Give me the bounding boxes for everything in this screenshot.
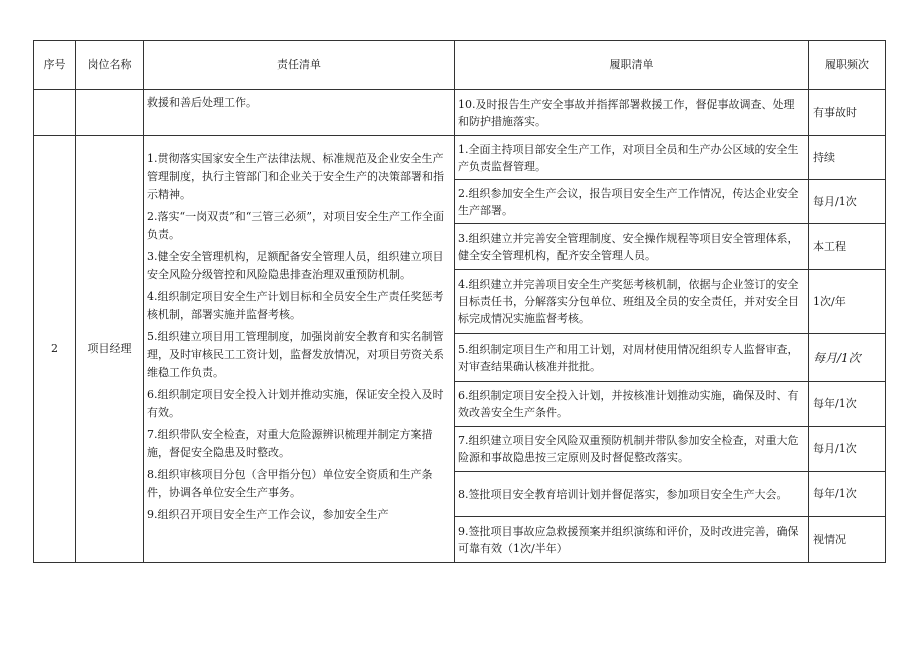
header-duty: 责任清单 [144, 41, 455, 90]
perform-item: 6.组织制定项目安全投入计划，并按核准计划推动实施，确保及时、有效改善安全生产条件。 [455, 382, 809, 427]
perform-item: 1.全面主持项目部安全生产工作，对项目全员和生产办公区域的安全生产负责监督管理。 [455, 136, 809, 180]
carry-post [76, 90, 144, 136]
header-no: 序号 [34, 41, 76, 90]
section-no: 2 [34, 136, 76, 563]
header-row [34, 41, 886, 90]
freq-item: 1次/年 [809, 270, 886, 334]
duty-item: 8.组织审核项目分包（含甲指分包）单位安全资质和生产条件，协调各单位安全生产事务。 [147, 468, 433, 499]
table-row [34, 136, 886, 180]
duty-item: 6.组织制定项目安全投入计划并推动实施，保证安全投入及时有效。 [147, 388, 444, 419]
freq-item: 视情况 [809, 517, 886, 563]
carry-freq: 有事故时 [809, 90, 886, 136]
freq-item: 每月/1次 [809, 334, 886, 382]
duty-item: 4.组织制定项目安全生产计划目标和全员安全生产责任奖惩考核机制，部署实施并监督考核。 [147, 290, 444, 321]
carry-perform: 10.及时报告生产安全事故并指挥部署救援工作，督促事故调查、处理和防护措施落实。 [455, 90, 809, 136]
freq-item: 每月/1次 [809, 427, 886, 472]
responsibility-table [33, 40, 886, 563]
duty-item: 5.组织建立项目用工管理制度，加强岗前安全教育和实名制管理，及时审核民工工资计划，监督发放情况，对项目劳资关系维稳工作负责。 [147, 330, 444, 379]
freq-item: 持续 [809, 136, 886, 180]
freq-item: 每年/1次 [809, 472, 886, 517]
duty-item: 2.落实“一岗双责”和“三管三必须”，对项目安全生产工作全面负责。 [147, 210, 444, 241]
section-post: 项目经理 [76, 136, 144, 563]
responsibility-table-page [33, 40, 885, 576]
perform-item: 9.签批项目事故应急救援预案并组织演练和评价，及时改进完善，确保可靠有效（1次/半年） [455, 517, 809, 563]
carry-over-row [34, 90, 886, 136]
freq-item: 每年/1次 [809, 382, 886, 427]
perform-item: 2.组织参加安全生产会议，报告项目安全生产工作情况，传达企业安全生产部署。 [455, 180, 809, 224]
header-post: 岗位名称 [76, 41, 144, 90]
duty-item: 1.贯彻落实国家安全生产法律法规、标准规范及企业安全生产管理制度，执行主管部门和企业关于安全生产的决策部署和指示精神。 [147, 152, 444, 201]
perform-item: 3.组织建立并完善安全管理制度、安全操作规程等项目安全管理体系，健全安全管理机构，配齐安全管理人员。 [455, 224, 809, 270]
perform-item: 5.组织制定项目生产和用工计划，对周材使用情况组织专人监督审查，对审查结果确认核准并批批。 [455, 334, 809, 382]
freq-item: 每月/1次 [809, 180, 886, 224]
perform-item: 4.组织建立并完善项目安全生产奖惩考核机制，依据与企业签订的安全目标责任书，分解落实分包单位、班组及全员的安全责任，并对安全目标完成情况实施监督考核。 [455, 270, 809, 334]
carry-duty: 救援和善后处理工作。 [144, 90, 455, 136]
header-freq: 履职频次 [809, 41, 886, 90]
duty-item: 3.健全安全管理机构，足额配备安全管理人员，组织建立项目安全风险分级管控和风险隐患排查治理双重预防机制。 [147, 250, 444, 281]
duty-list [144, 136, 455, 563]
header-perform: 履职清单 [455, 41, 809, 90]
duty-item: 7.组织带队安全检查，对重大危险源辨识梳理并制定方案措施，督促安全隐患及时整改。 [147, 428, 433, 459]
duty-item: 9.组织召开项目安全生产工作会议，参加安全生产 [147, 508, 389, 521]
freq-item: 本工程 [809, 224, 886, 270]
perform-item: 7.组织建立项目安全风险双重预防机制并带队参加安全检查，对重大危险源和事故隐患按三定原则及时督促整改落实。 [455, 427, 809, 472]
perform-item: 8.签批项目安全教育培训计划并督促落实，参加项目安全生产大会。 [455, 472, 809, 517]
carry-no [34, 90, 76, 136]
